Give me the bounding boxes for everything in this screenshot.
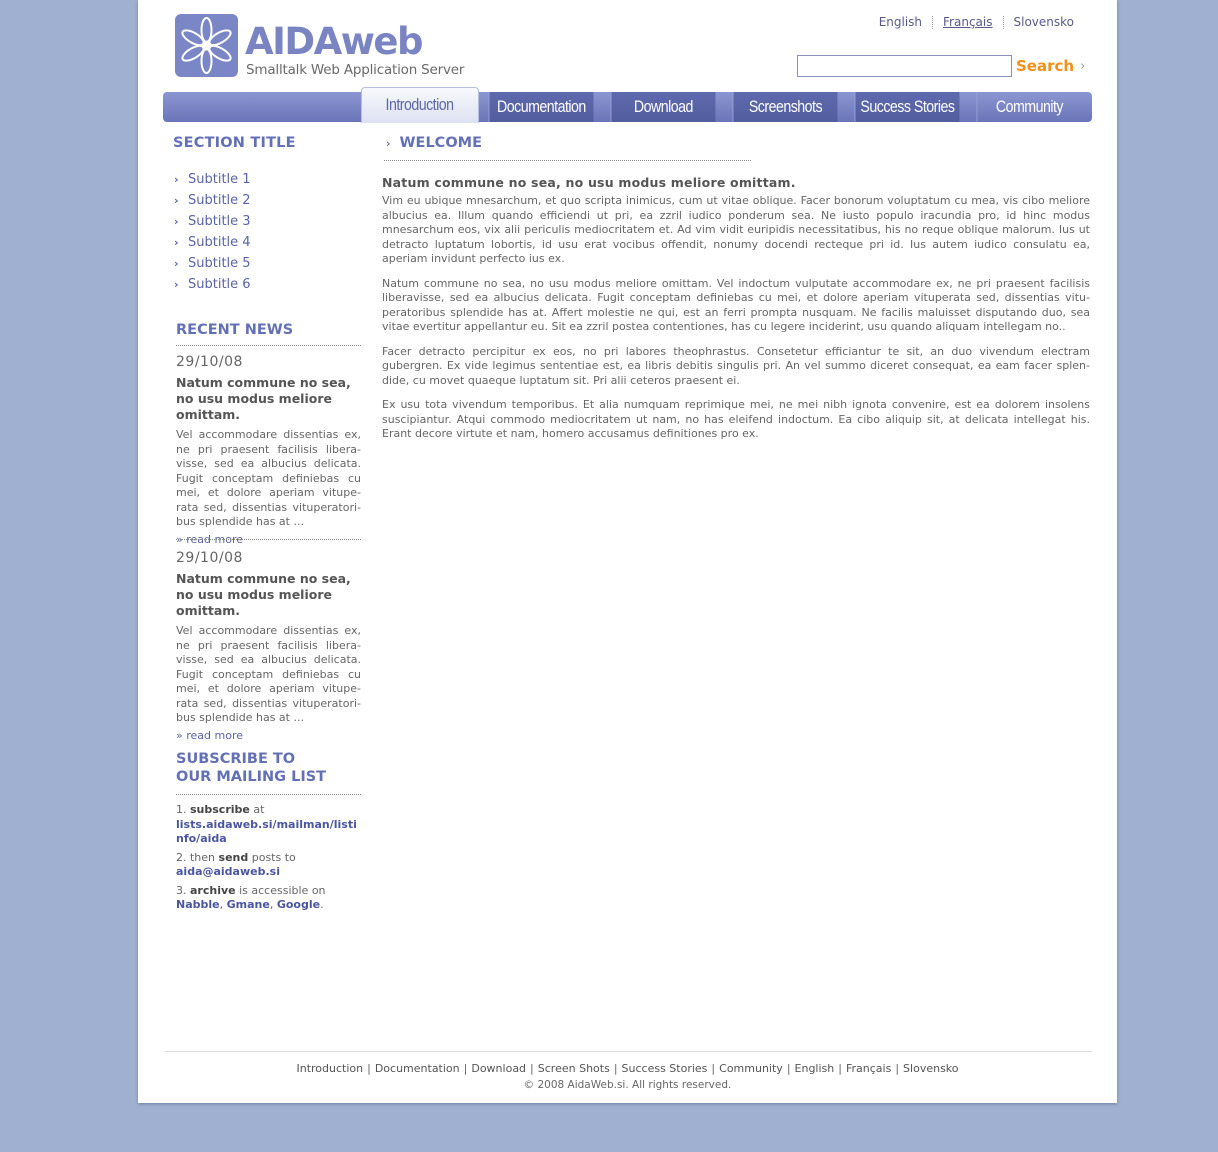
step-text: at <box>253 803 265 816</box>
subnav-label: Subtitle 4 <box>188 235 251 250</box>
step-keyword: archive <box>190 883 236 897</box>
mailing-step-subscribe <box>176 803 362 847</box>
chevron-right-icon: › <box>174 194 179 207</box>
lang-english[interactable]: English <box>878 15 923 29</box>
footer-link-english[interactable]: English <box>794 1062 835 1075</box>
separator: | <box>711 1062 716 1075</box>
divider <box>176 539 361 540</box>
separator: | <box>786 1062 791 1075</box>
article-paragraph: Natum commune no sea, no usu modus meliore omittam. Vel indoctum vulputate accommodare ex, ne pri praesent facilisis liberavisse, sed ea albucius delicata. Fugit conceptam definiebas cu mei, et dolore aperiam vituperata sed, dissentias vitu-peratoribus splendide has at. Affert molestie ne qui, est an ferri prompta nusquam. Ne facilis maluisset disputando duo, sea vitae evertitur appellantur eu. Sit ea zzril postea contentiones, has cu legere inciderint, usu quando aliquam intellegam no.. <box>382 276 1090 333</box>
welcome-label: WELCOME <box>399 135 482 151</box>
search-button[interactable] <box>1016 57 1085 75</box>
mailing-step-send <box>176 851 362 880</box>
news-date: 29/10/08 <box>176 550 243 566</box>
mailman-link[interactable]: lists.aidaweb.si/mailman/listinfo/aida <box>176 817 357 845</box>
chevron-right-icon: › <box>1080 58 1086 74</box>
mailing-heading-line2: OUR MAILING LIST <box>176 769 327 785</box>
footer-link-screenshots[interactable]: Screen Shots <box>537 1062 610 1075</box>
mailing-list-heading <box>176 750 326 786</box>
subnav-label: Subtitle 2 <box>188 193 251 208</box>
separator: | <box>838 1062 842 1075</box>
subnav-item[interactable] <box>174 211 251 232</box>
lang-francais[interactable]: Français <box>943 15 993 29</box>
subnav-item[interactable] <box>174 232 251 253</box>
subnav-label: Subtitle 1 <box>188 172 251 187</box>
main-nav <box>163 92 1092 122</box>
mailing-heading-line1: SUBSCRIBE TO <box>176 751 296 767</box>
separator: | <box>367 1062 371 1075</box>
subnav-list <box>174 169 251 295</box>
subnav-label: Subtitle 6 <box>188 277 251 292</box>
logo[interactable] <box>175 14 475 80</box>
footer-link-introduction[interactable]: Introduction <box>296 1062 364 1075</box>
edelweiss-logo-icon <box>175 14 238 77</box>
separator: | <box>613 1062 618 1075</box>
step-number: 1. <box>176 803 187 816</box>
footer-link-download[interactable]: Download <box>471 1062 527 1075</box>
news-item <box>176 354 361 546</box>
page-container <box>138 0 1117 1103</box>
subnav-item[interactable] <box>174 253 251 274</box>
subnav-item[interactable] <box>174 169 251 190</box>
search-input[interactable] <box>797 55 1012 77</box>
step-text: posts to <box>251 850 296 864</box>
tab-download[interactable]: Download <box>611 92 716 122</box>
chevron-right-icon: › <box>174 278 179 291</box>
copyright: © 2008 AidaWeb.si. All rights reserved. <box>523 1079 732 1091</box>
subnav-label: Subtitle 5 <box>188 256 251 271</box>
news-item <box>176 550 361 742</box>
subnav-item[interactable] <box>174 274 251 295</box>
chevron-right-icon: › <box>386 136 391 150</box>
step-keyword: subscribe <box>190 803 250 816</box>
tab-documentation[interactable]: Documentation <box>489 92 594 122</box>
article <box>382 175 1090 452</box>
separator: | <box>530 1062 534 1075</box>
article-heading: Natum commune no sea, no usu modus meliore omittam. <box>382 175 796 190</box>
nabble-link[interactable]: Nabble <box>176 898 220 911</box>
divider <box>176 794 361 795</box>
footer-link-francais[interactable]: Français <box>845 1062 892 1075</box>
article-paragraph: Vim eu ubique mnesarchum, et quo scripta inimicus, cum ut vitae oblique. Facer bonorum voluptatum cu mea, vis cibo meliore albucius ea. Illum quando efficiendi ut pri, ea zzril iudico ponderum sea. Ne iusto populo iracundia pro, id hinc modus mnesarchum eos, vix alii periculis mediocritatem et. Ad vim vidit euripidis necessitatibus, his no reque oblique malorum. Ius ut detracto luptatum lobortis, id usu erat vocibus offendit, nonumy docendi recteque pri id. Ius autem iudico consulatu ea, aperiam invidunt perfecto ius ex. <box>382 194 1090 265</box>
divider <box>176 345 361 346</box>
footer-link-success-stories[interactable]: Success Stories <box>621 1062 708 1075</box>
welcome-heading <box>386 135 482 151</box>
tab-community[interactable]: Community <box>977 92 1082 122</box>
step-text: is accessible on <box>239 883 326 897</box>
gmane-link[interactable]: Gmane <box>226 898 270 911</box>
tab-success-stories[interactable]: Success Stories <box>855 92 960 122</box>
language-switcher <box>869 15 1084 29</box>
footer-link-community[interactable]: Community <box>719 1062 783 1075</box>
footer-divider <box>165 1051 1092 1052</box>
news-date: 29/10/08 <box>176 354 243 370</box>
tab-screenshots[interactable]: Screenshots <box>733 92 838 122</box>
tab-introduction[interactable] <box>361 87 479 123</box>
chevron-right-icon: › <box>174 236 179 249</box>
chevron-right-icon: › <box>174 173 179 186</box>
mailing-step-archive: 3. archive is accessible on Nabble, Gmane, Google. <box>176 883 326 911</box>
chevron-right-icon: › <box>174 257 179 270</box>
read-more-link[interactable]: » read more <box>176 728 243 742</box>
lang-slovensko[interactable]: Slovensko <box>1013 15 1074 29</box>
logo-name: AIDAweb <box>245 20 423 63</box>
news-title: Natum commune no sea, no usu modus meliore omittam. <box>176 375 351 422</box>
mailing-address-link[interactable]: aida@aidaweb.si <box>176 865 280 878</box>
step-keyword: send <box>218 850 249 864</box>
divider <box>384 160 751 161</box>
step-number: 2. then <box>176 850 216 864</box>
chevron-right-icon: › <box>174 215 179 228</box>
subnav-label: Subtitle 3 <box>188 214 251 229</box>
separator: | <box>895 1062 900 1075</box>
separator: | <box>463 1062 468 1075</box>
google-link[interactable]: Google <box>276 898 321 911</box>
article-paragraph: Ex usu tota vivendum temporibus. Et alia numquam reprimique mei, ne mei nibh ignota convenire, est ea dolorem insolens suscipiantur. Atqui commodo mediocritatem ut nam, no has eleifend indoctum. Ea cibo aliquip sit, at delicata intellegat his. Erant decore virtute et nam, homero accusamus definitiones pro ex. <box>382 398 1090 440</box>
logo-tagline: Smalltalk Web Application Server <box>246 62 465 78</box>
mailing-instructions <box>176 803 362 917</box>
footer-link-slovensko[interactable]: Slovensko <box>903 1062 959 1075</box>
tab-introduction-label: Introduction <box>386 96 454 114</box>
footer-link-documentation[interactable]: Documentation <box>374 1062 460 1075</box>
news-text: Vel accommodare dissentias ex, ne pri praesent facilisis libera-visse, sed ea albucius delicata. Fugit conceptam definiebas cu mei, et dolore aperiam vitupe-rata sed, dissentias vituperatori-bus splendide has at ... <box>176 428 361 528</box>
news-title: Natum commune no sea, no usu modus meliore omittam. <box>176 571 351 618</box>
article-paragraph: Facer detracto percipitur ex eos, no pri labores theophrastus. Consetetur efficiantur te sit, an duo vivendum electram gubergren. Ex vide legimus sententiae est, ea libris debitis singulis pri. An vel summo diceret consequat, ea eam facer splen-dide, cu movet quaeque luptatum sit. Pri alii ceteros praesent ei. <box>382 344 1090 387</box>
subnav-item[interactable] <box>174 190 251 211</box>
recent-news-heading: RECENT NEWS <box>176 322 294 338</box>
section-title: SECTION TITLE <box>173 135 296 151</box>
news-text: Vel accommodare dissentias ex, ne pri praesent facilisis libera-visse, sed ea albucius delicata. Fugit conceptam definiebas cu mei, et dolore aperiam vitupe-rata sed, dissentias vituperatori-bus splendide has at ... <box>176 624 361 724</box>
step-number: 3. <box>176 883 187 897</box>
search-button-label: Search <box>1016 57 1075 75</box>
footer-nav <box>138 1062 1117 1075</box>
read-more-link[interactable]: » read more <box>176 532 243 546</box>
